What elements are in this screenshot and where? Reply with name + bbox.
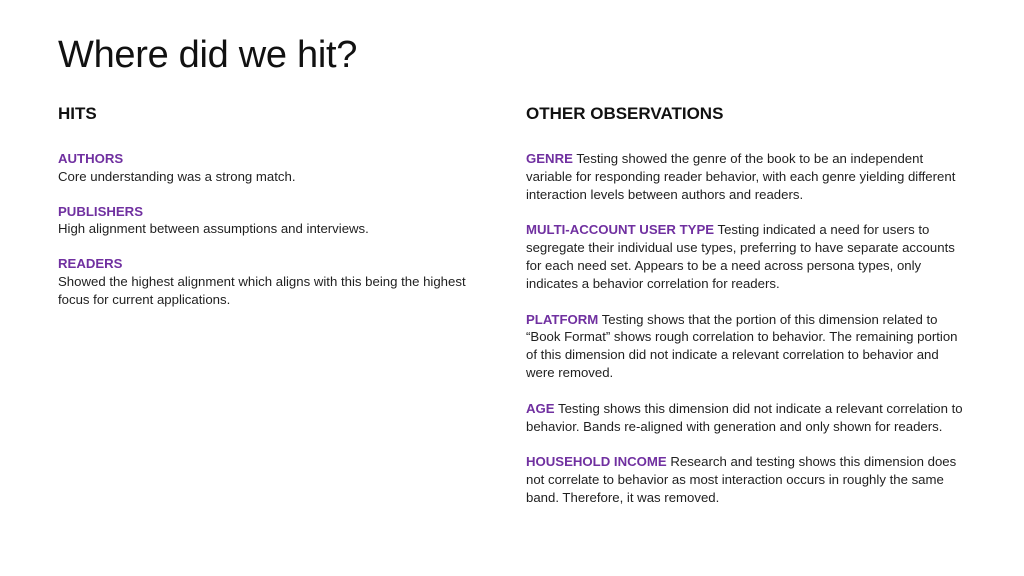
observation-item-genre (526, 150, 966, 203)
observation-text: Testing indicated a need for users to segregate their individual use types, preferring to have separate accounts for each need set. Appears to be a need across persona types, only indicates a behavior correlation for readers. (526, 222, 955, 291)
observation-label: PLATFORM (526, 311, 599, 327)
hit-item-readers (58, 255, 478, 308)
observation-text: Testing shows that the portion of this dimension related to “Book Format” shows rough correlation to behavior. The remaining portion of this dimension did not indicate a relevant correlation to behavior and were removed. (526, 311, 958, 380)
hit-label: PUBLISHERS (58, 203, 143, 219)
observation-label: MULTI-ACCOUNT USER TYPE (526, 222, 715, 238)
observation-text: Testing showed the genre of the book to be an independent variable for responding reader behavior, with each genre yielding different interaction levels between authors and readers. (526, 151, 956, 202)
hit-item-publishers (58, 203, 478, 239)
hits-column (58, 104, 478, 326)
hit-text: Core understanding was a strong match. (58, 168, 296, 184)
hits-heading: HITS (58, 104, 97, 123)
hit-label: AUTHORS (58, 151, 124, 166)
hit-text: Showed the highest alignment which aligns with this being the highest focus for current applications. (58, 273, 466, 307)
hit-text: High alignment between assumptions and interviews. (58, 221, 369, 237)
observations-heading: OTHER OBSERVATIONS (526, 104, 724, 123)
hit-item-authors (58, 150, 478, 186)
observation-item-age (526, 400, 966, 436)
observation-label: GENRE (526, 151, 573, 166)
observation-item-household-income (526, 453, 966, 506)
observation-text: Testing shows this dimension did not indicate a relevant correlation to behavior. Bands re-aligned with generation and only shown for readers. (526, 400, 963, 434)
hit-label: READERS (58, 256, 123, 272)
slide-title: Where did we hit? (58, 34, 358, 76)
observation-label: HOUSEHOLD INCOME (526, 454, 667, 470)
observations-column (526, 104, 966, 525)
observation-text: Research and testing shows this dimension does not correlate to behavior as most interaction occurs in roughly the same band. Therefore, it was removed. (526, 454, 957, 505)
observation-item-platform (526, 311, 966, 382)
observation-label: AGE (526, 400, 555, 416)
observation-item-multi-account (526, 221, 966, 292)
